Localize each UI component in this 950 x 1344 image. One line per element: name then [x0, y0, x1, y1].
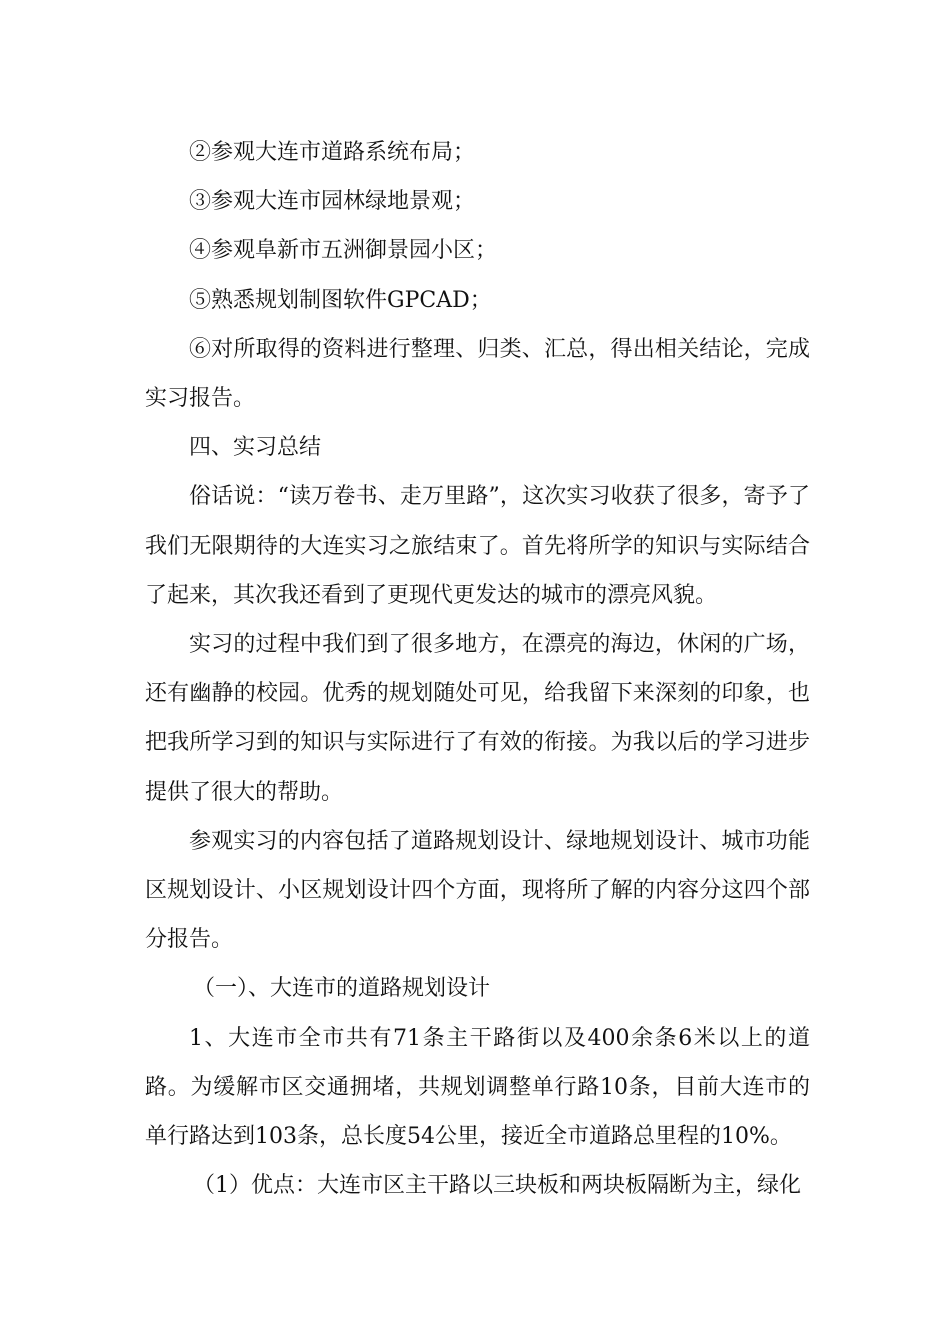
- road-planning-paragraph: 1、大连市全市共有71条主干路街以及400余条6米以上的道路。为缓解市区交通拥堵，共规划调整单行路10条，目前大连市的单行路达到103条，总长度54公里，接近全市道路总里程的10%。: [145, 1025, 810, 1150]
- summary-paragraph-2: 实习的过程中我们到了很多地方，在漂亮的海边，休闲的广场，还有幽静的校园。优秀的规划随处可见，给我留下来深刻的印象，也把我所学习到的知识与实际进行了有效的衔接。为我以后的学习进步提供了很大的帮助。: [145, 632, 810, 805]
- summary-paragraph-3: 参观实习的内容包括了道路规划设计、绿地规划设计、城市功能区规划设计、小区规划设计四个方面，现将所了解的内容分这四个部分报告。: [145, 828, 810, 953]
- subsection-heading-road-planning: （一）、大连市的道路规划设计: [193, 976, 491, 1002]
- list-item-road-system: ②参观大连市道路系统布局；: [189, 140, 476, 165]
- summary-paragraph-1: 俗话说：“读万卷书、走万里路”，这次实习收获了很多，寄予了我们无限期待的大连实习之旅结束了。首先将所学的知识与实际结合了起来，其次我还看到了更现代更发达的城市的漂亮风貌。: [145, 484, 810, 608]
- list-item-software: ⑤熟悉规划制图软件GPCAD；: [189, 287, 492, 313]
- advantages-paragraph: （1）优点：大连市区主干路以三块板和两块板隔断为主，绿化: [193, 1173, 801, 1199]
- document-body: [145, 128, 810, 1210]
- list-item-report-completion: ⑥对所取得的资料进行整理、归类、汇总，得出相关结论，完成实习报告。: [145, 336, 810, 412]
- list-item-residential-visit: ④参观阜新市五洲御景园小区；: [189, 238, 498, 264]
- section-heading-summary: 四、实习总结: [189, 435, 322, 461]
- list-item-green-landscape: ③参观大连市园林绿地景观；: [189, 189, 476, 215]
